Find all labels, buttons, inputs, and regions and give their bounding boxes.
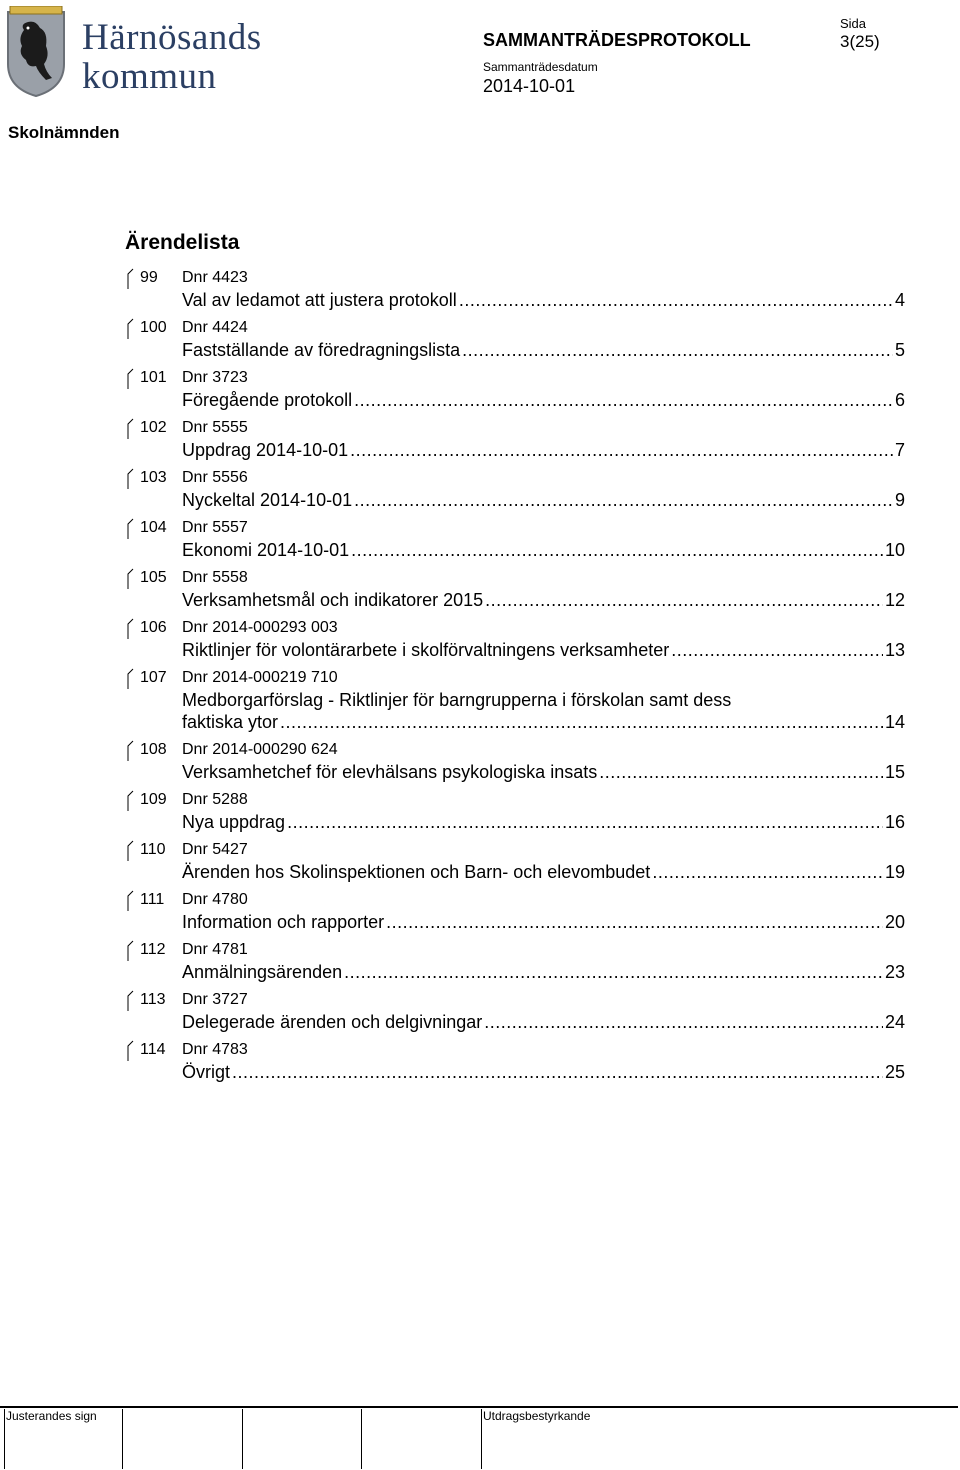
item-reference: Dnr 5556 xyxy=(182,469,248,486)
dot-leader xyxy=(485,589,883,611)
item-number: 99 xyxy=(140,269,158,286)
section-mark-icon xyxy=(125,518,135,540)
dot-leader xyxy=(354,489,893,511)
dot-leader xyxy=(671,639,883,661)
signature-box-divider xyxy=(4,1409,5,1469)
logo-wordmark xyxy=(82,18,302,96)
section-mark-icon xyxy=(125,990,135,1012)
item-title: Uppdrag 2014-10-01 xyxy=(182,440,349,460)
item-reference: Dnr 5288 xyxy=(182,791,248,808)
item-title: Verksamhetchef för elevhälsans psykologiska insats xyxy=(182,762,598,782)
item-number: 114 xyxy=(140,1041,166,1058)
signature-box-divider xyxy=(242,1409,243,1469)
item-title: Verksamhetsmål och indikatorer 2015 xyxy=(182,590,484,610)
section-mark-icon xyxy=(125,668,135,690)
item-title-line xyxy=(182,689,905,711)
section-mark-icon xyxy=(125,740,135,762)
item-reference: Dnr 4780 xyxy=(182,891,248,908)
item-reference: Dnr 2014-000290 624 xyxy=(182,741,338,758)
dot-leader xyxy=(459,289,893,311)
section-mark-icon xyxy=(125,318,135,340)
item-page-number: 25 xyxy=(884,1062,905,1082)
item-reference: Dnr 2014-000219 710 xyxy=(182,669,338,686)
item-title-line xyxy=(182,961,905,983)
item-title: Fastställande av föredragningslista xyxy=(182,340,461,360)
page-number: 3(25) xyxy=(840,32,880,51)
item-title: faktiska ytor xyxy=(182,712,279,732)
section-mark-icon xyxy=(125,468,135,490)
item-page-number: 19 xyxy=(884,862,905,882)
section-mark-icon xyxy=(125,840,135,862)
document-title: SAMMANTRÄDESPROTOKOLL xyxy=(483,30,751,50)
item-reference: Dnr 4783 xyxy=(182,1041,248,1058)
item-title: Ekonomi 2014-10-01 xyxy=(182,540,350,560)
item-title: Medborgarförslag - Riktlinjer för barngrupperna i förskolan samt dess xyxy=(182,690,732,710)
item-title-line xyxy=(182,711,905,733)
item-reference: Dnr 3723 xyxy=(182,369,248,386)
item-title-line xyxy=(182,1011,905,1033)
item-reference: Dnr 5558 xyxy=(182,569,248,586)
dot-leader xyxy=(599,761,883,783)
item-number: 102 xyxy=(140,419,167,436)
page-label: Sida xyxy=(840,16,867,31)
item-page-number: 23 xyxy=(884,962,905,982)
section-mark-icon xyxy=(125,268,135,290)
item-title-line xyxy=(182,811,905,833)
item-title-line xyxy=(182,861,905,883)
item-page-number: 14 xyxy=(884,712,905,732)
department-name: Skolnämnden xyxy=(8,123,120,142)
item-number: 104 xyxy=(140,519,167,536)
item-title: Föregående protokoll xyxy=(182,390,353,410)
item-title-line xyxy=(182,911,905,933)
item-title: Riktlinjer för volontärarbete i skolförvaltningens verksamheter xyxy=(182,640,670,660)
item-reference: Dnr 5427 xyxy=(182,841,248,858)
section-mark-icon xyxy=(125,790,135,812)
item-title-line xyxy=(182,1061,905,1083)
item-number: 113 xyxy=(140,991,166,1008)
item-title-line xyxy=(182,339,905,361)
agenda-heading: Ärendelista xyxy=(125,231,240,254)
item-page-number: 6 xyxy=(894,390,905,410)
item-number: 101 xyxy=(140,369,167,386)
item-number: 105 xyxy=(140,569,167,586)
item-number: 103 xyxy=(140,469,167,486)
logo-text-line1: Härnösands xyxy=(82,17,262,58)
certification-label: Utdragsbestyrkande xyxy=(483,1409,591,1423)
item-page-number: 4 xyxy=(894,290,905,310)
item-title: Anmälningsärenden xyxy=(182,962,343,982)
section-mark-icon xyxy=(125,1040,135,1062)
dot-leader xyxy=(344,961,883,983)
dot-leader xyxy=(232,1061,883,1083)
item-reference: Dnr 4423 xyxy=(182,269,248,286)
dot-leader xyxy=(652,861,883,883)
item-title: Delegerade ärenden och delgivningar xyxy=(182,1012,483,1032)
item-page-number: 20 xyxy=(884,912,905,932)
item-reference: Dnr 4781 xyxy=(182,941,248,958)
item-title-line xyxy=(182,761,905,783)
dot-leader xyxy=(462,339,893,361)
signature-box-divider xyxy=(122,1409,123,1469)
item-number: 110 xyxy=(140,841,166,858)
item-page-number: 15 xyxy=(884,762,905,782)
item-number: 100 xyxy=(140,319,167,336)
item-number: 109 xyxy=(140,791,167,808)
item-number: 111 xyxy=(140,891,165,908)
item-title: Ärenden hos Skolinspektionen och Barn- och elevombudet xyxy=(182,862,651,882)
dot-leader xyxy=(484,1011,883,1033)
item-title-line xyxy=(182,389,905,411)
item-reference: Dnr 4424 xyxy=(182,319,248,336)
item-reference: Dnr 2014-000293 003 xyxy=(182,619,338,636)
item-reference: Dnr 3727 xyxy=(182,991,248,1008)
item-title-line xyxy=(182,489,905,511)
item-page-number: 9 xyxy=(894,490,905,510)
signature-label: Justerandes sign xyxy=(6,1409,97,1423)
item-reference: Dnr 5557 xyxy=(182,519,248,536)
item-page-number: 5 xyxy=(894,340,905,360)
dot-leader xyxy=(280,711,883,733)
item-title: Nya uppdrag xyxy=(182,812,286,832)
item-title-line xyxy=(182,589,905,611)
section-mark-icon xyxy=(125,418,135,440)
coat-of-arms-icon xyxy=(6,6,66,98)
section-mark-icon xyxy=(125,940,135,962)
item-page-number: 13 xyxy=(884,640,905,660)
item-page-number: 7 xyxy=(894,440,905,460)
item-title-line xyxy=(182,439,905,461)
signature-box-divider xyxy=(361,1409,362,1469)
item-title: Information och rapporter xyxy=(182,912,385,932)
item-number: 108 xyxy=(140,741,167,758)
item-title-line xyxy=(182,289,905,311)
item-number: 107 xyxy=(140,669,167,686)
footer-divider xyxy=(0,1406,958,1408)
item-number: 106 xyxy=(140,619,167,636)
section-mark-icon xyxy=(125,890,135,912)
item-page-number: 12 xyxy=(884,590,905,610)
signature-box-divider xyxy=(481,1409,482,1469)
dot-leader xyxy=(287,811,883,833)
meeting-date-label: Sammanträdesdatum xyxy=(483,60,598,74)
section-mark-icon xyxy=(125,618,135,640)
section-mark-icon xyxy=(125,368,135,390)
item-title-line xyxy=(182,539,905,561)
meeting-date: 2014-10-01 xyxy=(483,76,576,96)
item-title-line xyxy=(182,639,905,661)
municipality-logo xyxy=(6,6,262,103)
item-reference: Dnr 5555 xyxy=(182,419,248,436)
item-title: Övrigt xyxy=(182,1062,231,1082)
item-title: Nyckeltal 2014-10-01 xyxy=(182,490,353,510)
item-page-number: 16 xyxy=(884,812,905,832)
item-title: Val av ledamot att justera protokoll xyxy=(182,290,457,310)
item-page-number: 24 xyxy=(884,1012,905,1032)
dot-leader xyxy=(351,539,883,561)
item-number: 112 xyxy=(140,941,166,958)
dot-leader xyxy=(350,439,893,461)
item-page-number: 10 xyxy=(884,540,905,560)
logo-text-line2: kommun xyxy=(82,56,217,97)
section-mark-icon xyxy=(125,568,135,590)
dot-leader xyxy=(386,911,883,933)
dot-leader xyxy=(354,389,893,411)
